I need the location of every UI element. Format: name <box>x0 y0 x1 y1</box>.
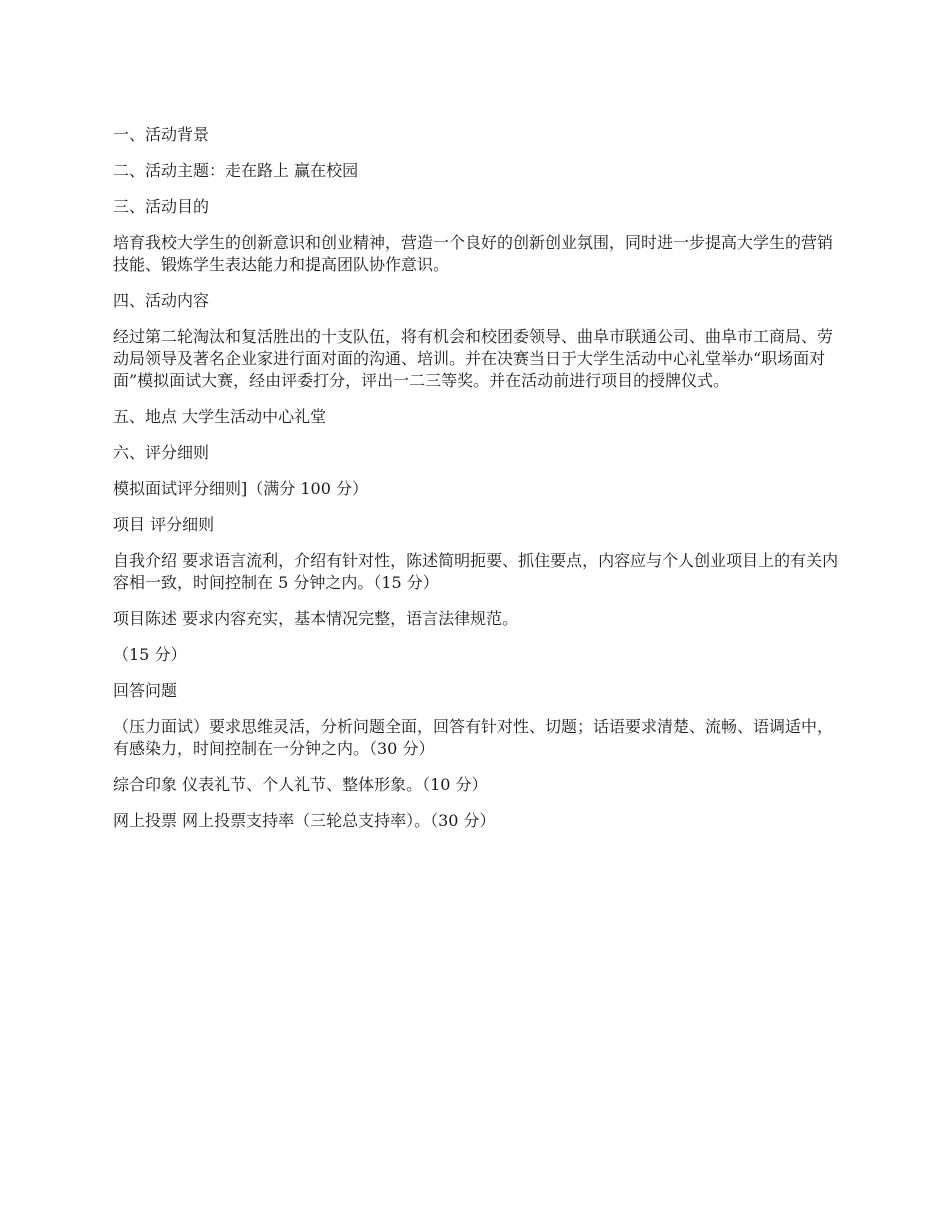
document-body <box>113 124 841 846</box>
section-heading-location: 五、地点 大学生活动中心礼堂 <box>113 407 327 426</box>
purpose-paragraph: 培育我校大学生的创新意识和创业精神，营造一个良好的创新创业氛围，同时进一步提高大学生的营销技能、锻炼学生表达能力和提高团队协作意识。 <box>113 233 834 274</box>
section-heading-content: 四、活动内容 <box>113 291 210 310</box>
content-paragraph: 经过第二轮淘汰和复活胜出的十支队伍，将有机会和校团委领导、曲阜市联通公司、曲阜市工商局、劳动局领导及著名企业家进行面对面的沟通、培训。并在决赛当日于大学生活动中心礼堂举办“职场面对面”模拟面试大赛，经由评委打分，评出一二三等奖。并在活动前进行项目的授牌仪式。 <box>113 327 834 390</box>
scoring-item-overall-impression: 综合印象 仪表礼节、个人礼节、整体形象。（10 分） <box>113 775 488 794</box>
scoring-item-online-vote: 网上投票 网上投票支持率（三轮总支持率）。（30 分） <box>113 811 496 830</box>
scoring-item-project-statement: 项目陈述 要求内容充实，基本情况完整，语言法律规范。 <box>113 609 519 628</box>
scoring-item-self-intro: 自我介绍 要求语言流利，介绍有针对性，陈述简明扼要、抓住要点，内容应与个人创业项目上的有关内容相一致，时间控制在 5 分钟之内。（15 分） <box>113 551 839 592</box>
section-heading-theme: 二、活动主题：走在路上 赢在校园 <box>113 161 359 180</box>
scoring-header-row: 项目 评分细则 <box>113 515 215 534</box>
scoring-item-project-statement-points: （15 分） <box>113 645 187 664</box>
scoring-title: 模拟面试评分细则]（满分 100 分） <box>113 479 368 498</box>
scoring-item-answer-questions-detail: （压力面试）要求思维灵活，分析问题全面，回答有针对性、切题；话语要求清楚、流畅、语调适中，有感染力，时间控制在一分钟之内。（30 分） <box>113 717 834 758</box>
section-heading-purpose: 三、活动目的 <box>113 197 210 216</box>
scoring-item-answer-questions: 回答问题 <box>113 681 178 700</box>
section-heading-scoring: 六、评分细则 <box>113 443 210 462</box>
section-heading-background: 一、活动背景 <box>113 125 210 144</box>
